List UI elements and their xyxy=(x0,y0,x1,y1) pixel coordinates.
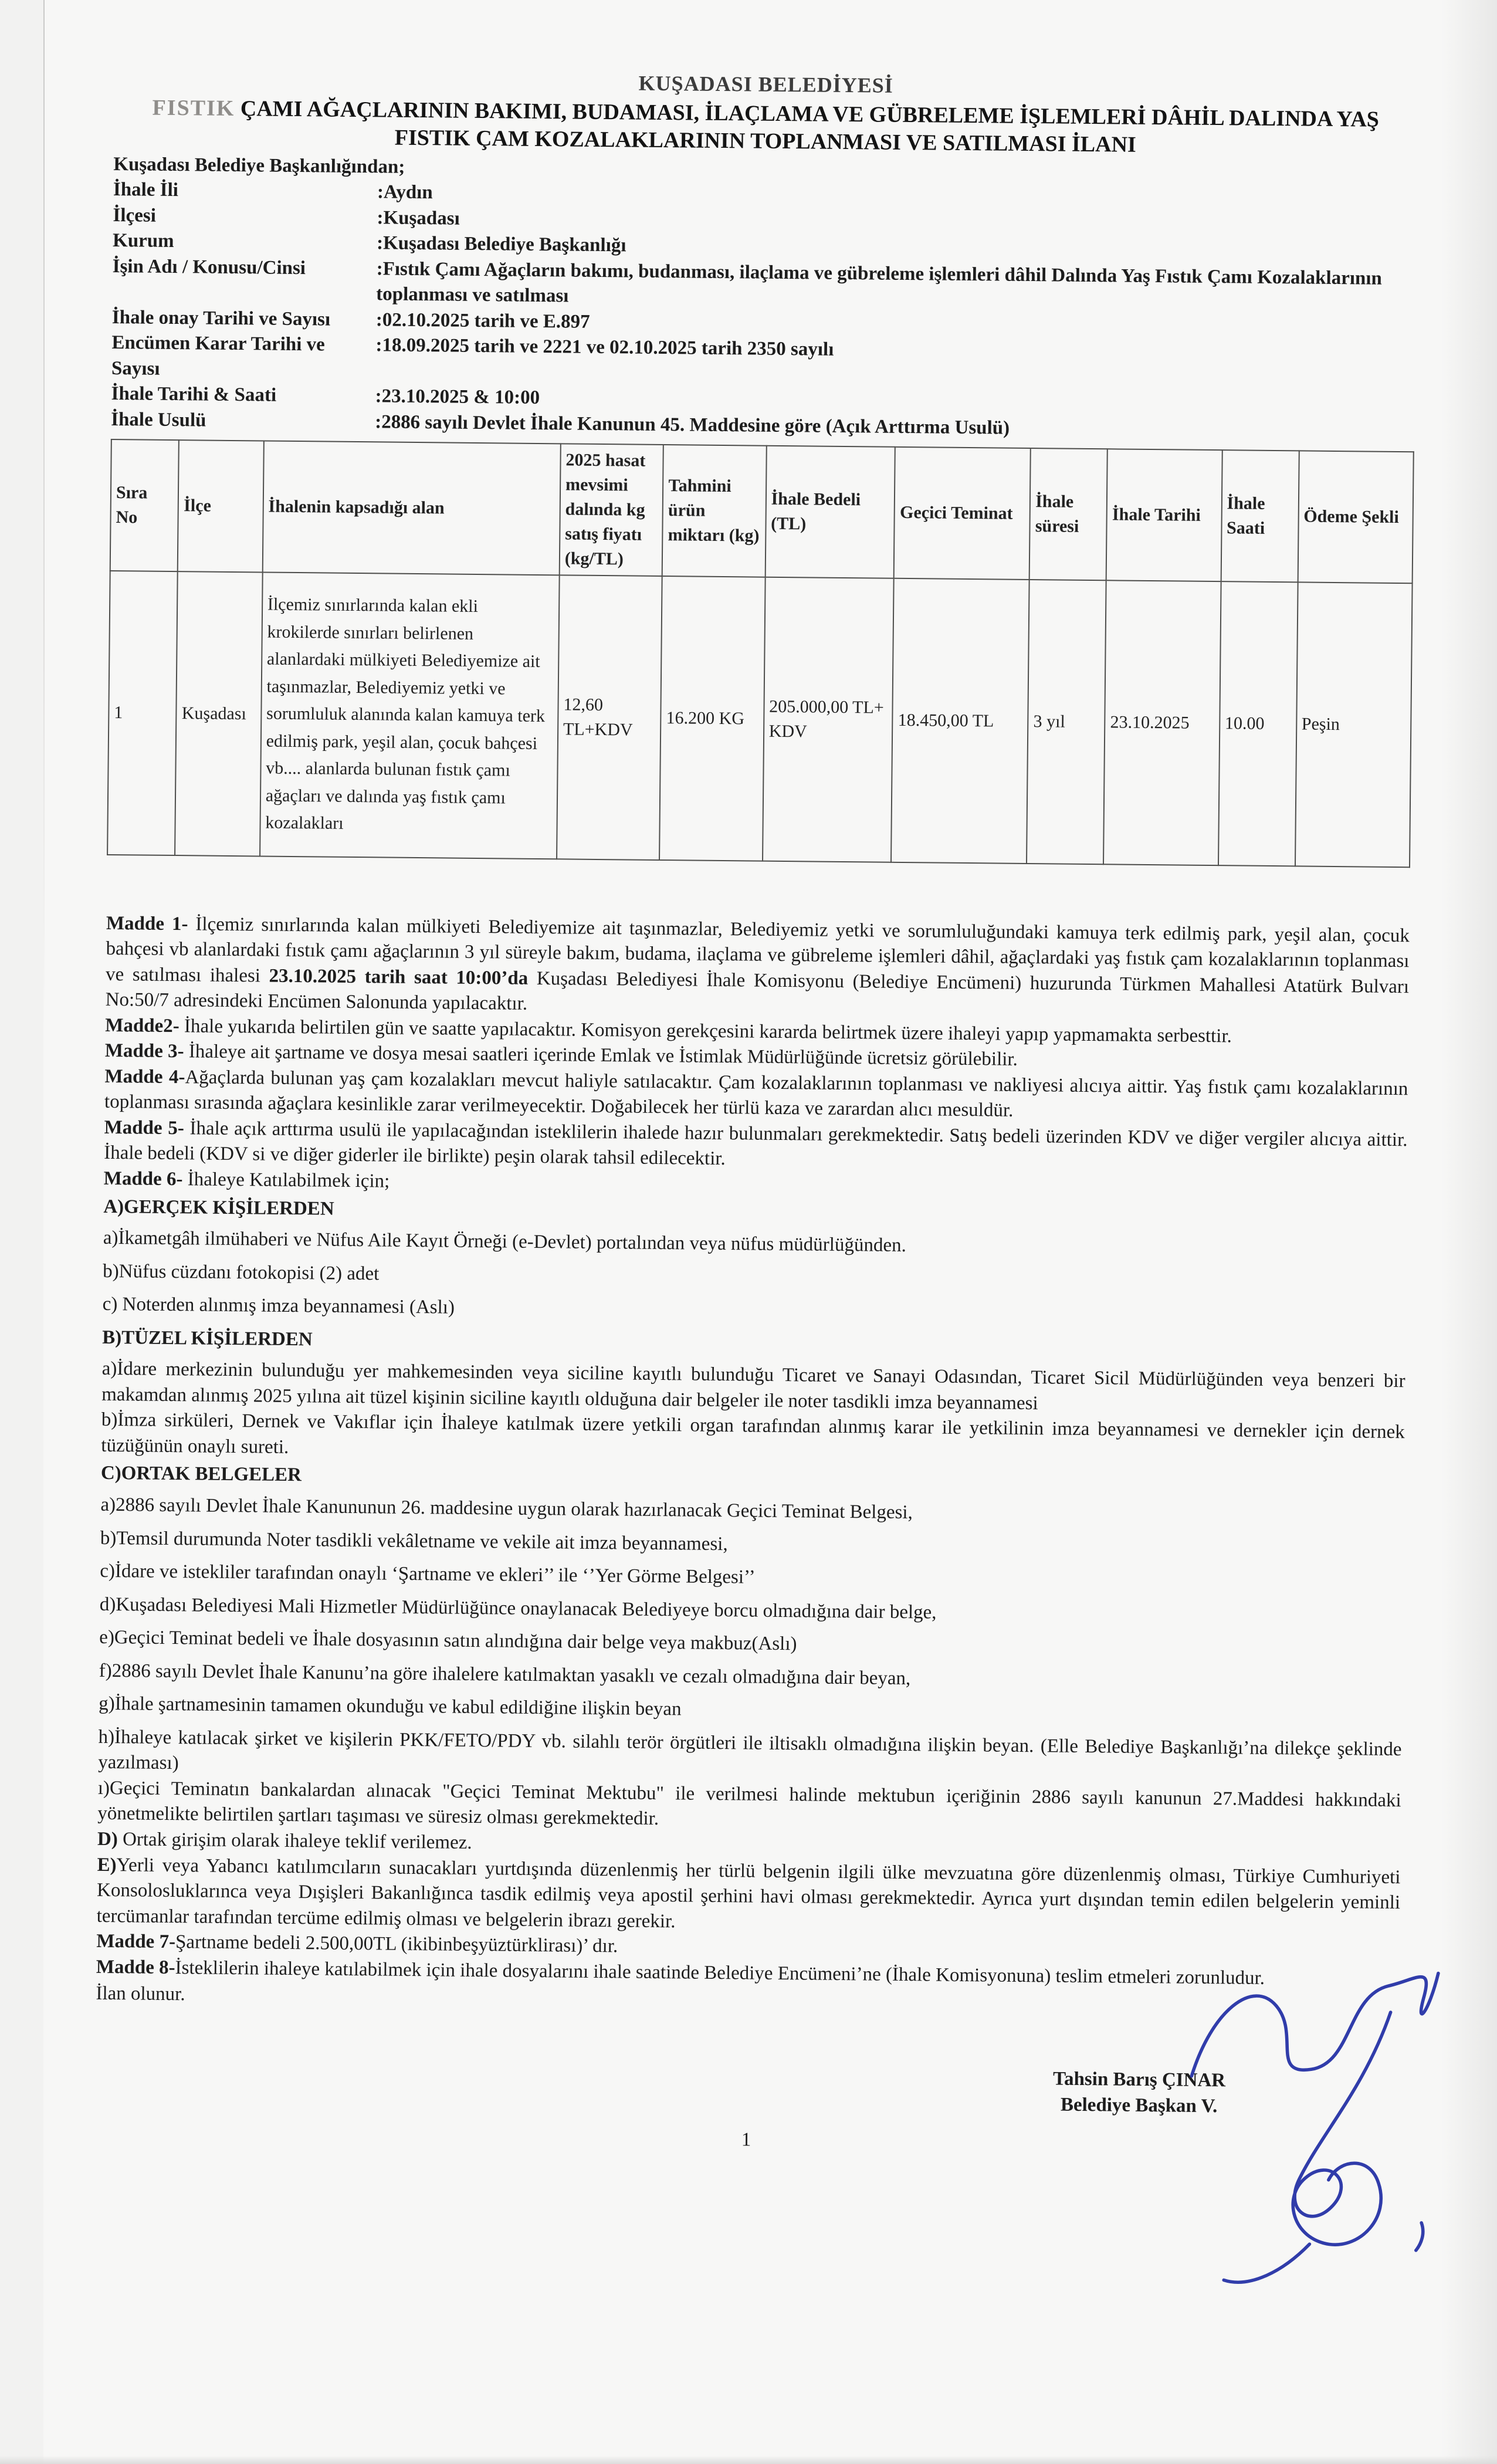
article-1 xyxy=(105,911,1410,1025)
closing-item-d-label: D) xyxy=(97,1828,118,1850)
signature-title: Belediye Başkan V. xyxy=(1060,2094,1218,2117)
article-8-text: İsteklilerin ihaleye katılabilmek için ihale dosyalarını ihale saatinde Belediye Encümeni’ne (İhale Komisyonuna) teslim etmeleri zorunludur. xyxy=(175,1957,1265,1989)
section-heading-real-persons: A)GERÇEK KİŞİLERDEN xyxy=(103,1196,334,1220)
section-b-item-a: a)İdare merkezinin bulunduğu yer mahkemesinden veya siciline kayıtlı bulunduğu Ticaret ve Sanayi Odasından, Ticaret Sicil Müdürlüğünden veya benzeri bir makamdan alınmış 2025 yılına ait tüzel kişinin siciline kayıtlı olduğuna dair belgeler ile noter tasdikli imza beyannamesi xyxy=(101,1358,1405,1414)
document-title-text: ÇAMI AĞAÇLARININ BAKIMI, BUDAMASI, İLAÇLAMA VE GÜBRELEME İŞLEMLERİ DÂHİL DALINDA YAŞ FISTIK ÇAM KOZALAKLARININ TOPLANMASI VE SATILMASI İLANI xyxy=(235,96,1380,157)
article-7-label: Madde 7- xyxy=(96,1931,176,1953)
info-label: İhale Tarihi & Saati xyxy=(111,383,277,407)
section-c-item-a: a)2886 sayılı Devlet İhale Kanununun 26. maddesine uygun olarak hazırlanacak Geçici Teminat Belgesi, xyxy=(100,1494,913,1524)
col-header-alan: İhalenin kapsadığı alan xyxy=(262,441,560,575)
tender-info-block xyxy=(111,177,1417,445)
article-4-text: Ağaçlarda bulunan yaş çam kozalakları mevcut haliyle satılacaktır. Çam kozalaklarının toplanması ve nakliyesi alıcıya aittir. Yaş fıstık çamı kozalaklarının toplanması sırasında ağaçlara kesinlikle zarar verilmeyecektir. Doğabilecek her türlü kaza ve zarardan alıcı mesuldür. xyxy=(104,1067,1408,1122)
closing-line: İlan olunur. xyxy=(96,1983,185,2005)
cell-satis-fiyati: 12,60 TL+KDV xyxy=(557,575,662,860)
scan-right-shadow xyxy=(1441,0,1497,2464)
info-value: :02.10.2025 tarih ve E.897 xyxy=(375,309,590,333)
section-heading-legal-persons: B)TÜZEL KİŞİLERDEN xyxy=(101,1326,313,1351)
article-3-text: İhaleye ait şartname ve dosya mesai saatleri içerinde Emlak ve İstimlak Müdürlüğünde ücretsiz görülebilir. xyxy=(184,1041,1018,1071)
article-3-label: Madde 3- xyxy=(104,1040,184,1062)
section-c-item-h: h)İhaleye katılacak şirket ve kişilerin PKK/FETO/PDY vb. silahlı terör örgütleri ile iltisaklı olmadığına ilişkin beyan. (Elle Belediye Başkanlığı’na dilekçe şeklinde yazılması) xyxy=(98,1726,1402,1774)
scan-bottom-shadow xyxy=(0,2456,1497,2464)
article-2-text: İhale yukarıda belirtilen gün ve saatte yapılacaktır. Komisyon gerekçesini kararda belirtmek üzere ihaleyi yapıp yapmamakta serbesttir. xyxy=(179,1015,1232,1047)
articles-block xyxy=(96,911,1410,2019)
document-content xyxy=(93,65,1418,2307)
municipality-header: KUŞADASI BELEDİYESİ xyxy=(638,71,893,97)
col-header-odeme-sekli: Ödeme Şekli xyxy=(1298,451,1414,583)
article-6-text: İhaleye Katılabilmek için; xyxy=(182,1169,390,1192)
info-label: Encümen Karar Tarihi ve Sayısı xyxy=(111,332,325,380)
cell-ilce: Kuşadası xyxy=(175,571,263,856)
col-header-ilce: İlçe xyxy=(178,440,263,572)
col-header-ihale-suresi: İhale süresi xyxy=(1029,448,1107,580)
document-title-faded-word: FISTIK xyxy=(152,95,235,121)
info-value: :Aydın xyxy=(377,181,433,204)
section-c-item-i: ı)Geçici Teminatın bankalardan alınacak "Geçici Teminat Mektubu" ile verilmesi halinde mektubun içeriğinin 2886 sayılı kanunun 27.Maddesi hakkındaki yönetmelikte belirtilen şartları taşıması ve süresiz olması gerekmektedir. xyxy=(97,1777,1401,1830)
info-label: İhale Usulü xyxy=(111,408,206,431)
signature-scribble xyxy=(1112,1931,1444,2310)
info-label: İşin Adı / Konusu/Cinsi xyxy=(112,255,306,279)
info-value: :18.09.2025 tarih ve 2221 ve 02.10.2025 tarih 2350 sayılı xyxy=(375,334,834,361)
section-c-item-e: e)Geçici Teminat bedeli ve İhale dosyasının satın alındığına dair belge veya makbuz(Aslı) xyxy=(99,1627,797,1655)
document-title xyxy=(114,94,1418,162)
page-number: 1 xyxy=(741,2129,751,2151)
info-value: :Kuşadası xyxy=(377,207,460,229)
info-label: İlçesi xyxy=(113,204,157,226)
article-2-label: Madde2- xyxy=(105,1014,179,1037)
col-header-ihale-tarihi: İhale Tarihi xyxy=(1106,449,1222,581)
section-heading-common-documents: C)ORTAK BELGELER xyxy=(100,1463,302,1486)
section-c-item-d: d)Kuşadası Belediyesi Mali Hizmetler Müdürlüğünce onaylanacak Belediyeye borcu olmadığına dair belge, xyxy=(99,1593,937,1623)
cell-ihale-bedeli: 205.000,00 TL+ KDV xyxy=(763,577,894,862)
section-a-item-a: a)İkametgâh ilmühaberi ve Nüfus Aile Kayıt Örneği (e-Devlet) portalından veya nüfus müdürlüğünden. xyxy=(103,1227,907,1257)
article-5-label: Madde 5- xyxy=(104,1116,184,1139)
info-value: :2886 sayılı Devlet İhale Kanunun 45. Maddesine göre (Açık Arttırma Usulü) xyxy=(374,411,1010,439)
col-header-urun-miktari: Tahmini ürün miktarı (kg) xyxy=(662,445,767,577)
article-4-label: Madde 4- xyxy=(104,1065,185,1088)
col-header-sira-no: Sıra No xyxy=(110,439,179,571)
article-7-text: Şartname bedeli 2.500,00TL (ikibinbeşyüztürklirası)’ dır. xyxy=(175,1931,618,1957)
section-c-item-f: f)2886 sayılı Devlet İhale Kanunu’na göre ihalelere katılmaktan yasaklı ve cezalı olmadığına dair beyan, xyxy=(99,1660,911,1689)
article-1-post: Kuşadası Belediyesi İhale Komisyonu (Belediye Encümeni) huzurunda Türkmen Mahallesi Atatürk Bulvarı No:50/7 adresindeki Encümen Salonunda yapılacaktır. xyxy=(105,967,1410,1015)
section-c-item-c: c)İdare ve istekliler tarafından onaylı ‘Şartname ve ekleri’’ ile ‘’Yer Görme Belgesi’’ xyxy=(100,1560,756,1588)
cell-urun-miktari: 16.200 KG xyxy=(659,576,765,861)
article-6-label: Madde 6- xyxy=(103,1167,183,1190)
closing-item-d-text: Ortak girişim olarak ihaleye teklif verilemez. xyxy=(117,1829,472,1854)
closing-item-e xyxy=(96,1852,1400,1941)
signature-area xyxy=(93,2025,1399,2307)
info-value: :Kuşadası Belediye Başkanlığı xyxy=(376,232,626,256)
cell-ihale-suresi: 3 yıl xyxy=(1027,580,1106,864)
section-c-item-b: b)Temsil durumunda Noter tasdikli vekâletname ve vekile ait imza beyannamesi, xyxy=(100,1527,728,1555)
tender-table xyxy=(107,439,1414,868)
scan-left-margin xyxy=(0,0,43,2464)
cell-sira-no: 1 xyxy=(107,571,178,855)
from-line: Kuşadası Belediye Başkanlığından; xyxy=(113,153,405,178)
table-row xyxy=(107,571,1413,867)
cell-odeme-sekli: Peşin xyxy=(1295,582,1413,867)
scan-crease-line xyxy=(43,0,45,1027)
section-a-item-b: b)Nüfus cüzdanı fotokopisi (2) adet xyxy=(103,1260,380,1285)
closing-item-e-text: Yerli veya Yabancı katılımcıların sunacakları yurtdışında düzenlenmiş her türlü belgenin ilgili ülke mevzuatına göre düzenlenmiş olması, Türkiye Cumhuriyeti Konsolosluklarınca veya Dışişleri Bakanlığınca tasdik edilmiş veya apostil şerhini havi olması gerekmektedir. Ayrıca yurt dışından temin edilen belgelerin yeminli tercümanlar tarafından tercüme edilmiş olması ve belgelerin ibrazı gerekir. xyxy=(96,1854,1401,1932)
signature-name: Tahsin Barış ÇINAR xyxy=(1052,2068,1226,2091)
col-header-ihale-bedeli: İhale Bedeli (TL) xyxy=(765,445,895,578)
article-1-date-bold: 23.10.2025 tarih saat 10:00’da xyxy=(269,965,529,989)
col-header-ihale-saati: İhale Saati xyxy=(1221,450,1299,582)
article-5-text: İhale açık arttırma usulü ile yapılacağından isteklilerin ihalede hazır bulunmaları gerekmektedir. Satış bedeli üzerinden KDV ve diğer vergiler alıcıya aittir. İhale bedeli (KDV si ve diğer giderler ile birlikte) peşin olarak tahsil edilecektir. xyxy=(104,1118,1408,1170)
closing-item-e-label: E) xyxy=(97,1854,117,1876)
info-label: İhale onay Tarihi ve Sayısı xyxy=(111,306,331,330)
article-1-pre: İlçemiz sınırlarında kalan mülkiyeti Belediyemize ait taşınmazlar, Belediyemiz yetki ve sorumluluğundaki kamuya terk edilmiş park, yeşil alan, çocuk bahçesi vb alanlardaki fıstık çamı ağaçlarının 3 yıl süreyle bakım, budama, ilaçlama ve gübreleme işlemleri dâhil, ağaçlardaki yaş fıstık çam kozalaklarının toplanması ve satılması ihalesi xyxy=(105,913,1410,987)
section-a-item-c: c) Noterden alınmış imza beyannamesi (Aslı) xyxy=(102,1294,455,1318)
info-label: Kurum xyxy=(112,230,174,252)
article-8-label: Madde 8- xyxy=(96,1956,175,1978)
cell-ihale-tarihi: 23.10.2025 xyxy=(1103,580,1221,865)
article-1-label: Madde 1- xyxy=(106,912,188,935)
section-c-item-g: g)İhale şartnamesinin tamamen okunduğu ve kabul edildiğine ilişkin beyan xyxy=(99,1693,682,1720)
info-label: İhale İli xyxy=(113,179,179,201)
cell-ihale-saati: 10.00 xyxy=(1218,581,1298,866)
info-value: :23.10.2025 & 10:00 xyxy=(375,385,540,409)
cell-alan: İlçemiz sınırlarında kalan ekli krokilerde sınırları belirlenen alanlardaki mülkiyeti Belediyemize ait taşınmazlar, Belediyemiz yetki ve sorumluluk alanında kalan kamuya terk edilmiş park, yeşil alan, çocuk bahçesi vb.... alanlarda bulunan fıstık çamı ağaçları ve dalında yaş fıstık çamı kozalakları xyxy=(260,572,560,859)
col-header-satis-fiyati: 2025 hasat mevsimi dalında kg satış fiyatı (kg/TL) xyxy=(560,444,664,576)
cell-gecici-teminat: 18.450,00 TL xyxy=(891,578,1029,863)
info-value: :Fıstık Çamı Ağaçların bakımı, budanması, ilaçlama ve gübreleme işlemleri dâhil Dalında Yaş Fıstık Çamı Kozalaklarının toplanması ve satılması xyxy=(376,258,1383,307)
col-header-gecici-teminat: Geçici Teminat xyxy=(894,446,1031,579)
table-header-row xyxy=(110,439,1414,583)
section-b-item-b: b)İmza sirküleri, Dernek ve Vakıflar için İhaleye katılmak üzere yetkili organ tarafından alınmış karar ile yetkilinin imza beyannamesi ve dernekler için dernek tüzüğünün onaylı sureti. xyxy=(101,1409,1405,1458)
